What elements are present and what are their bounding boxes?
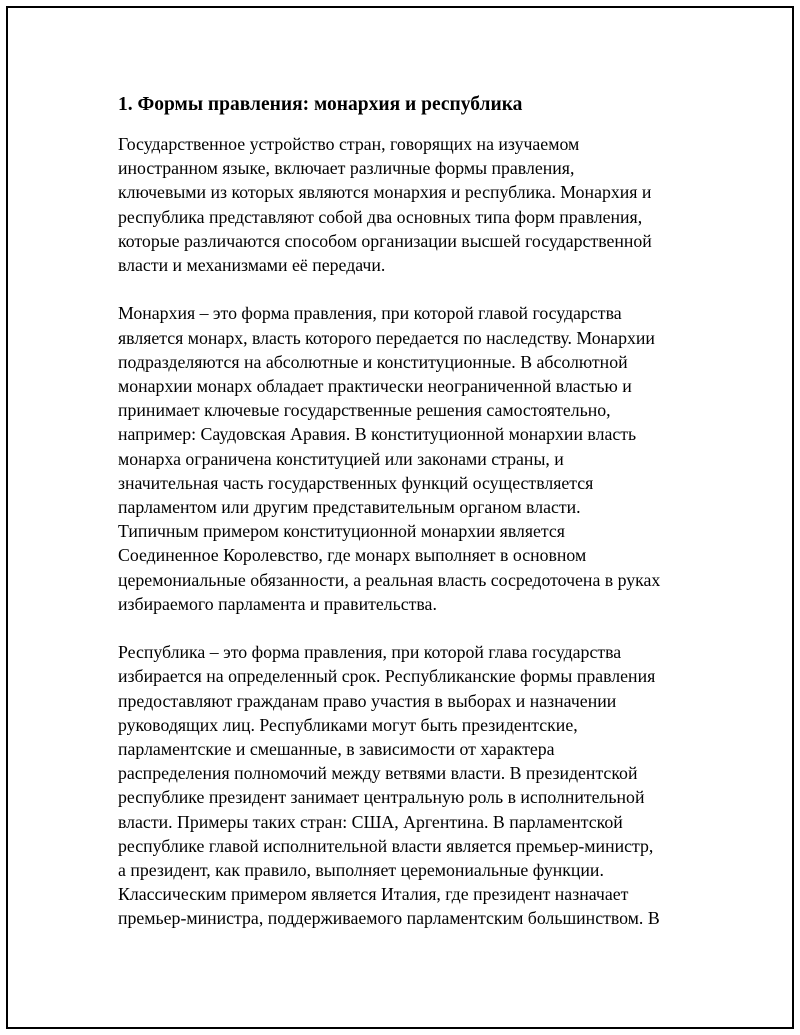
paragraph-republic (118, 640, 698, 930)
text-line: значительная часть государственных функций осуществляется (118, 472, 594, 493)
text-line: а президент, как правило, выполняет церемониальные функции. (118, 860, 604, 881)
paragraph-monarchy (118, 301, 698, 616)
text-line: монарха ограничена конституцией или законами страны, и (118, 448, 564, 469)
text-line: ключевыми из которых являются монархия и республика. Монархия и (118, 182, 652, 203)
text-line: подразделяются на абсолютные и конституционные. В абсолютной (118, 351, 628, 372)
text-line: которые различаются способом организации высшей государственной (118, 230, 652, 251)
text-line: монархии монарх обладает практически неограниченной властью и (118, 376, 632, 397)
text-line: парламентом или другим представительным органом власти. (118, 497, 581, 518)
text-line: иностранном языке, включает различные формы правления, (118, 158, 575, 179)
text-line: является монарх, власть которого передается по наследству. Монархии (118, 327, 655, 348)
text-line: парламентские и смешанные, в зависимости от характера (118, 739, 555, 760)
section-heading: 1. Формы правления: монархия и республика (118, 94, 523, 115)
text-line: власти и механизмами её передачи. (118, 255, 386, 276)
text-line: Государственное устройство стран, говорящих на изучаемом (118, 134, 580, 154)
text-line: премьер-министра, поддерживаемого парламентским большинством. В (118, 908, 660, 929)
text-line: церемониальные обязанности, а реальная власть сосредоточена в руках (118, 569, 661, 590)
text-line: руководящих лиц. Республиками могут быть президентские, (118, 714, 578, 735)
document-body (118, 92, 698, 955)
text-line: республика представляют собой два основных типа форм правления, (118, 206, 643, 227)
text-line: Республика – это форма правления, при которой глава государства (118, 642, 622, 663)
text-line: избираемого парламента и правительства. (118, 593, 437, 614)
text-line: например: Саудовская Аравия. В конституционной монархии власть (118, 424, 637, 445)
text-line: Соединенное Королевство, где монарх выполняет в основном (118, 545, 587, 566)
paragraph-intro (118, 132, 698, 277)
text-line: принимает ключевые государственные решения самостоятельно, (118, 400, 611, 421)
text-line: Монархия – это форма правления, при которой главой государства (118, 303, 622, 324)
text-line: власти. Примеры таких стран: США, Аргентина. В парламентской (118, 811, 623, 832)
text-line: Типичным примером конституционной монархии является (118, 521, 565, 542)
text-line: предоставляют гражданам право участия в выборах и назначении (118, 690, 617, 711)
text-line: распределения полномочий между ветвями власти. В президентской (118, 763, 638, 784)
text-line: избирается на определенный срок. Республиканские формы правления (118, 666, 656, 687)
text-line: республике главой исполнительной власти является премьер-министр, (118, 835, 654, 856)
text-line: Классическим примером является Италия, где президент назначает (118, 884, 629, 905)
text-line: республике президент занимает центральную роль в исполнительной (118, 787, 645, 808)
